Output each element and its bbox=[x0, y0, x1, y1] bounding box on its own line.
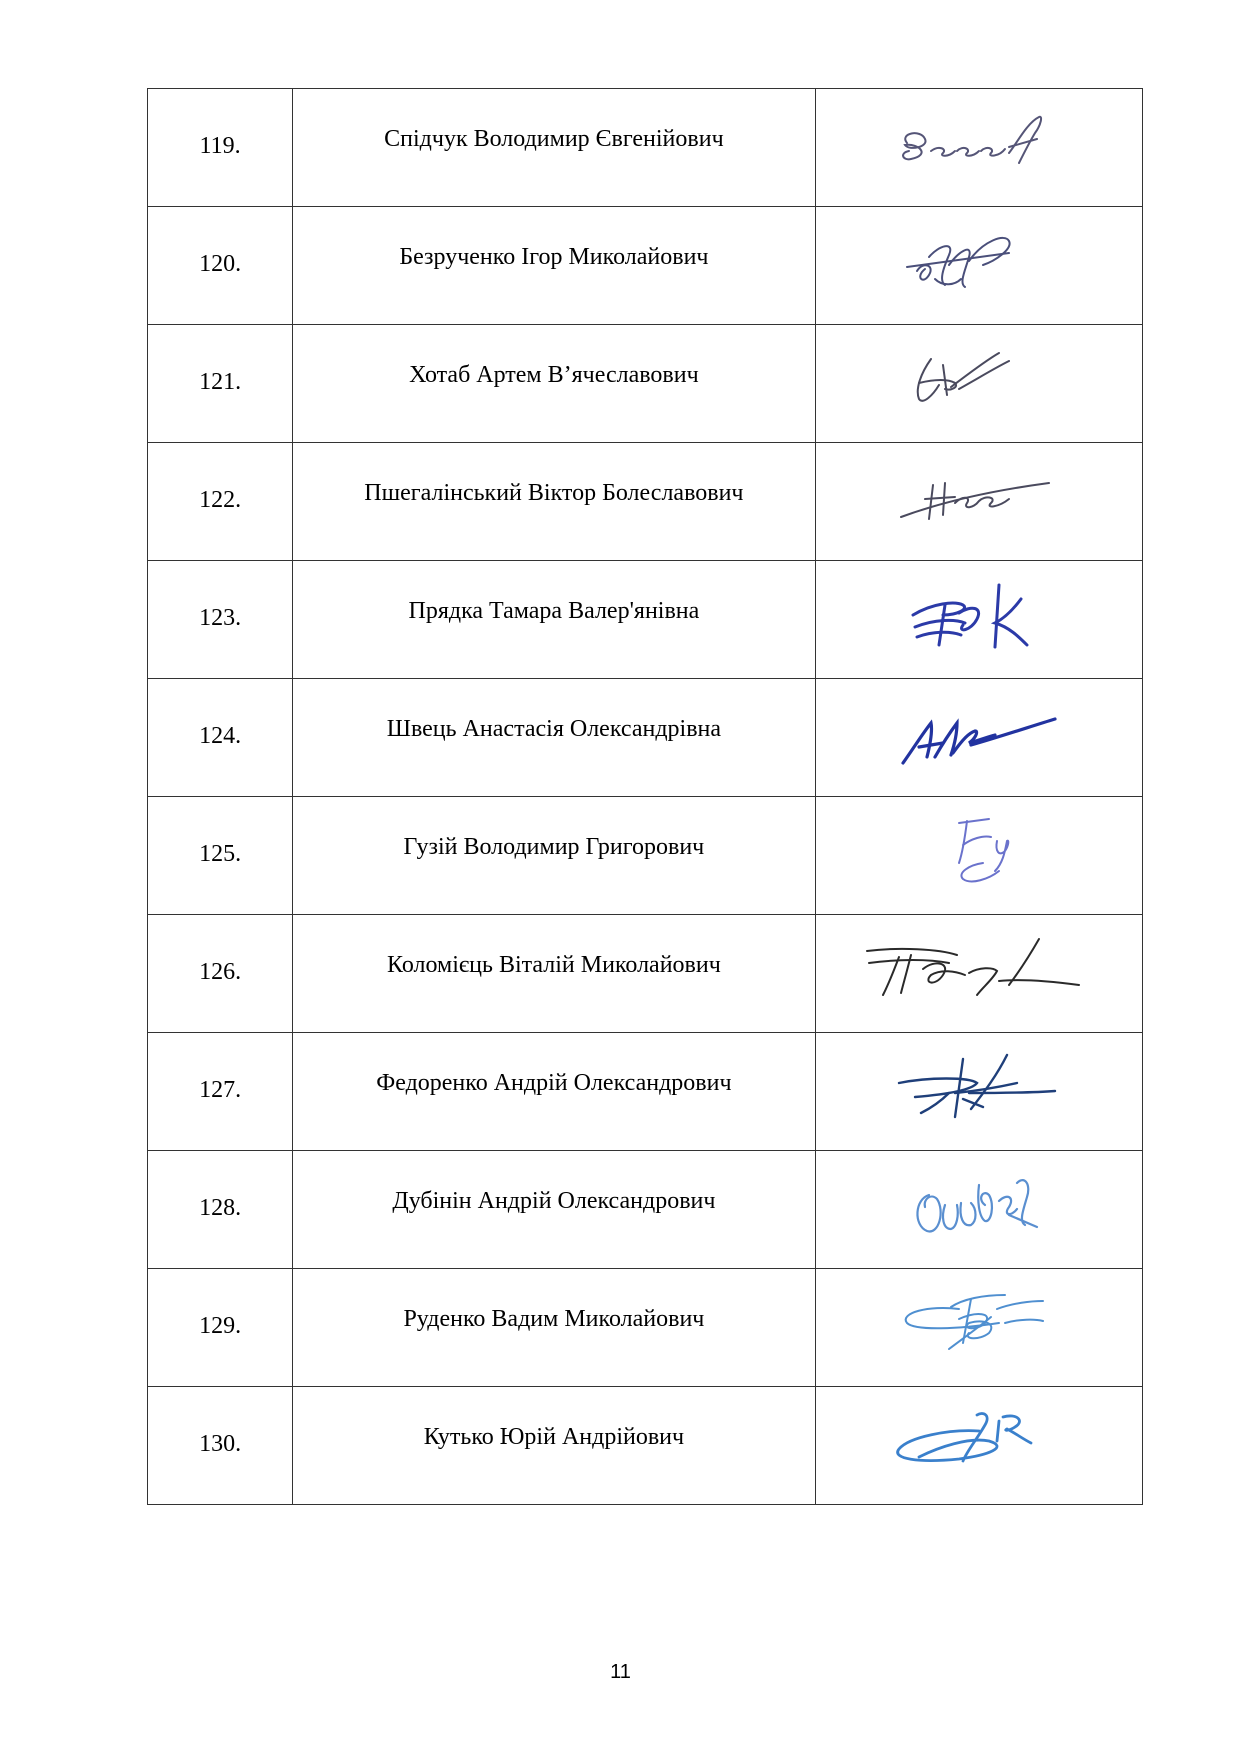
row-number-cell bbox=[148, 797, 293, 915]
signature-cell bbox=[815, 443, 1142, 561]
row-number-cell bbox=[148, 443, 293, 561]
name-cell bbox=[293, 679, 816, 797]
row-number-cell bbox=[148, 1033, 293, 1151]
row-number-cell bbox=[148, 325, 293, 443]
row-number-cell bbox=[148, 1151, 293, 1269]
handwritten-signature-icon bbox=[859, 1283, 1099, 1371]
row-number-cell bbox=[148, 679, 293, 797]
person-name: Коломієць Віталій Миколайович bbox=[387, 952, 721, 978]
row-number-cell bbox=[148, 89, 293, 207]
person-name: Хотаб Артем В’ячеславович bbox=[409, 362, 699, 388]
table-row bbox=[148, 561, 1143, 679]
name-cell bbox=[293, 1033, 816, 1151]
row-number: 120. bbox=[199, 251, 242, 277]
person-name: Кутько Юрій Андрійович bbox=[423, 1424, 685, 1450]
name-cell bbox=[293, 1151, 816, 1269]
name-cell bbox=[293, 207, 816, 325]
table-row bbox=[148, 1151, 1143, 1269]
table-row bbox=[148, 915, 1143, 1033]
handwritten-signature-icon bbox=[859, 693, 1099, 781]
signature-cell bbox=[815, 1151, 1142, 1269]
row-number: 126. bbox=[199, 959, 242, 985]
name-cell bbox=[293, 1269, 816, 1387]
row-number: 119. bbox=[199, 133, 241, 159]
handwritten-signature-icon bbox=[859, 339, 1099, 427]
signature-cell bbox=[815, 915, 1142, 1033]
row-number: 123. bbox=[199, 605, 242, 631]
row-number-cell bbox=[148, 1387, 293, 1505]
handwritten-signature-icon bbox=[859, 575, 1099, 663]
row-number-cell bbox=[148, 915, 293, 1033]
signature-cell bbox=[815, 207, 1142, 325]
handwritten-signature-icon bbox=[859, 221, 1099, 309]
person-name: Спідчук Володимир Євгенійович bbox=[384, 126, 724, 152]
table-row bbox=[148, 679, 1143, 797]
person-name: Руденко Вадим Миколайович bbox=[403, 1306, 705, 1332]
row-number-cell bbox=[148, 1269, 293, 1387]
signature-cell bbox=[815, 89, 1142, 207]
table-row bbox=[148, 443, 1143, 561]
row-number: 122. bbox=[199, 487, 242, 513]
name-cell bbox=[293, 443, 816, 561]
signature-cell bbox=[815, 1033, 1142, 1151]
row-number: 130. bbox=[199, 1431, 242, 1457]
handwritten-signature-icon bbox=[859, 457, 1099, 545]
row-number: 124. bbox=[199, 723, 242, 749]
table-row bbox=[148, 1269, 1143, 1387]
signature-cell bbox=[815, 561, 1142, 679]
table-row bbox=[148, 325, 1143, 443]
table-row bbox=[148, 207, 1143, 325]
signature-table bbox=[147, 88, 1143, 1505]
name-cell bbox=[293, 797, 816, 915]
signature-cell bbox=[815, 797, 1142, 915]
row-number: 128. bbox=[199, 1195, 242, 1221]
person-name: Безрученко Ігор Миколайович bbox=[399, 244, 709, 270]
table-row bbox=[148, 89, 1143, 207]
signature-cell bbox=[815, 1269, 1142, 1387]
signature-cell bbox=[815, 679, 1142, 797]
row-number: 129. bbox=[199, 1313, 242, 1339]
person-name: Гузій Володимир Григорович bbox=[403, 834, 705, 860]
signature-cell bbox=[815, 325, 1142, 443]
person-name: Швець Анастасія Олександрівна bbox=[386, 716, 722, 742]
person-name: Федоренко Андрій Олександрович bbox=[376, 1070, 732, 1096]
table-row bbox=[148, 1387, 1143, 1505]
handwritten-signature-icon bbox=[859, 1165, 1099, 1253]
person-name: Прядка Тамара Валер'янівна bbox=[408, 598, 700, 624]
name-cell bbox=[293, 1387, 816, 1505]
handwritten-signature-icon bbox=[859, 1047, 1099, 1135]
handwritten-signature-icon bbox=[859, 1401, 1099, 1489]
name-cell bbox=[293, 325, 816, 443]
row-number-cell bbox=[148, 207, 293, 325]
row-number: 121. bbox=[199, 369, 242, 395]
name-cell bbox=[293, 561, 816, 679]
row-number-cell bbox=[148, 561, 293, 679]
handwritten-signature-icon bbox=[859, 929, 1099, 1017]
person-name: Дубінін Андрій Олександрович bbox=[392, 1188, 716, 1214]
handwritten-signature-icon bbox=[859, 103, 1099, 191]
person-name: Пшегалінський Віктор Болеславович bbox=[364, 480, 744, 506]
row-number: 127. bbox=[199, 1077, 242, 1103]
page-number: 11 bbox=[610, 1661, 631, 1683]
table-row bbox=[148, 797, 1143, 915]
name-cell bbox=[293, 89, 816, 207]
row-number: 125. bbox=[199, 841, 242, 867]
signature-cell bbox=[815, 1387, 1142, 1505]
table-row bbox=[148, 1033, 1143, 1151]
handwritten-signature-icon bbox=[859, 811, 1099, 899]
name-cell bbox=[293, 915, 816, 1033]
